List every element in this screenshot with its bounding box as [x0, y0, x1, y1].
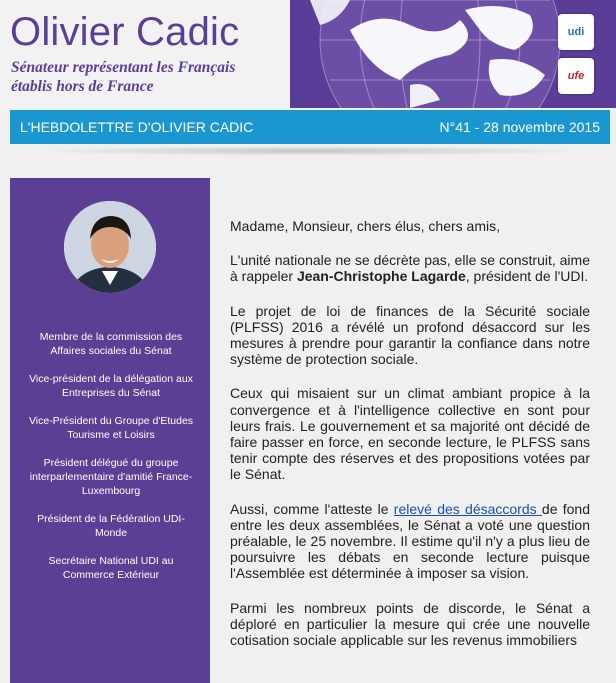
sidebar-role-2: Vice-président de la délégation aux Entreprises du Sénat [29, 373, 193, 399]
ufe-logo[interactable]: ufe [558, 58, 594, 94]
subtitle-line-2: établis hors de France [11, 78, 154, 95]
paragraph-4 [230, 501, 590, 582]
brand-name: Olivier Cadic [10, 10, 240, 54]
paragraph-1-b: , président de l'UDI. [465, 268, 589, 285]
paragraph-3: Ceux qui misaient sur un climat ambiant propice à la convergence et à l'intelligence collective en sont pour leurs frais. Le gouvernement et sa majorité ont décidé de faire passer en force, en seconde lecture, le PLFSS sans tenir compte des réserves et des propositions votées par le Sénat. [230, 385, 590, 483]
paragraph-4-a: Aussi, comme l'atteste le [230, 500, 394, 517]
sidebar-role-1: Membre de la commission des Affaires sociales du Sénat [39, 331, 183, 357]
title-bar-shadow [30, 146, 590, 156]
sidebar-role-3: Vice-Président du Groupe d'Etudes Tourisme et Loisirs [28, 415, 194, 441]
brand-subtitle [11, 58, 281, 96]
udi-logo[interactable]: udi [558, 14, 594, 50]
paragraph-1-name: Jean-Christophe Lagarde [296, 268, 466, 285]
avatar [64, 201, 156, 293]
paragraph-2: Le projet de loi de finances de la Sécurité sociale (PLFSS) 2016 a révélé un profond désaccord sur les mesures à prendre pour garantir la confiance dans notre système de protection sociale. [230, 302, 590, 368]
disagreements-link[interactable]: relevé des désaccords [393, 500, 542, 517]
paragraph-1-a: L'unité nationale ne se décrète pas, elle se construit, aime à rappeler [230, 252, 590, 285]
paragraph-5: Parmi les nombreux points de discorde, le Sénat a déploré en particulier la mesure qui crée une nouvelle cotisation sociale applicable sur les revenus immobiliers [230, 599, 590, 649]
newsletter-title: L'HEBDOLETTRE D'OLIVIER CADIC [20, 119, 254, 135]
sidebar-role-6: Secrétaire National UDI au Commerce Extérieur [48, 555, 174, 581]
letter-body [230, 218, 590, 666]
paragraph-1 [230, 252, 590, 284]
sidebar [10, 178, 210, 683]
title-bar [10, 110, 610, 144]
greeting: Madame, Monsieur, chers élus, chers amis, [230, 218, 500, 234]
paragraph-4-b: de fond entre les deux assemblées, le Sénat a voté une question préalable, le 25 novembre. Il estime qu'il n'y a plus lieu de poursuivre les débats en seconde lecture puisque l'Assemblée est déterminée à imposer sa vision. [230, 500, 590, 582]
newsletter-header [0, 0, 616, 112]
sidebar-role-4: Président délégué du groupe interparlementaire d'amitié France-Luxembourg [29, 457, 193, 497]
subtitle-line-1: Sénateur représentant les Français [11, 59, 236, 76]
portrait-image [64, 201, 156, 293]
issue-number-date: N°41 - 28 novembre 2015 [439, 119, 600, 135]
sidebar-role-5: Président de la Fédération UDI-Monde [37, 513, 185, 539]
